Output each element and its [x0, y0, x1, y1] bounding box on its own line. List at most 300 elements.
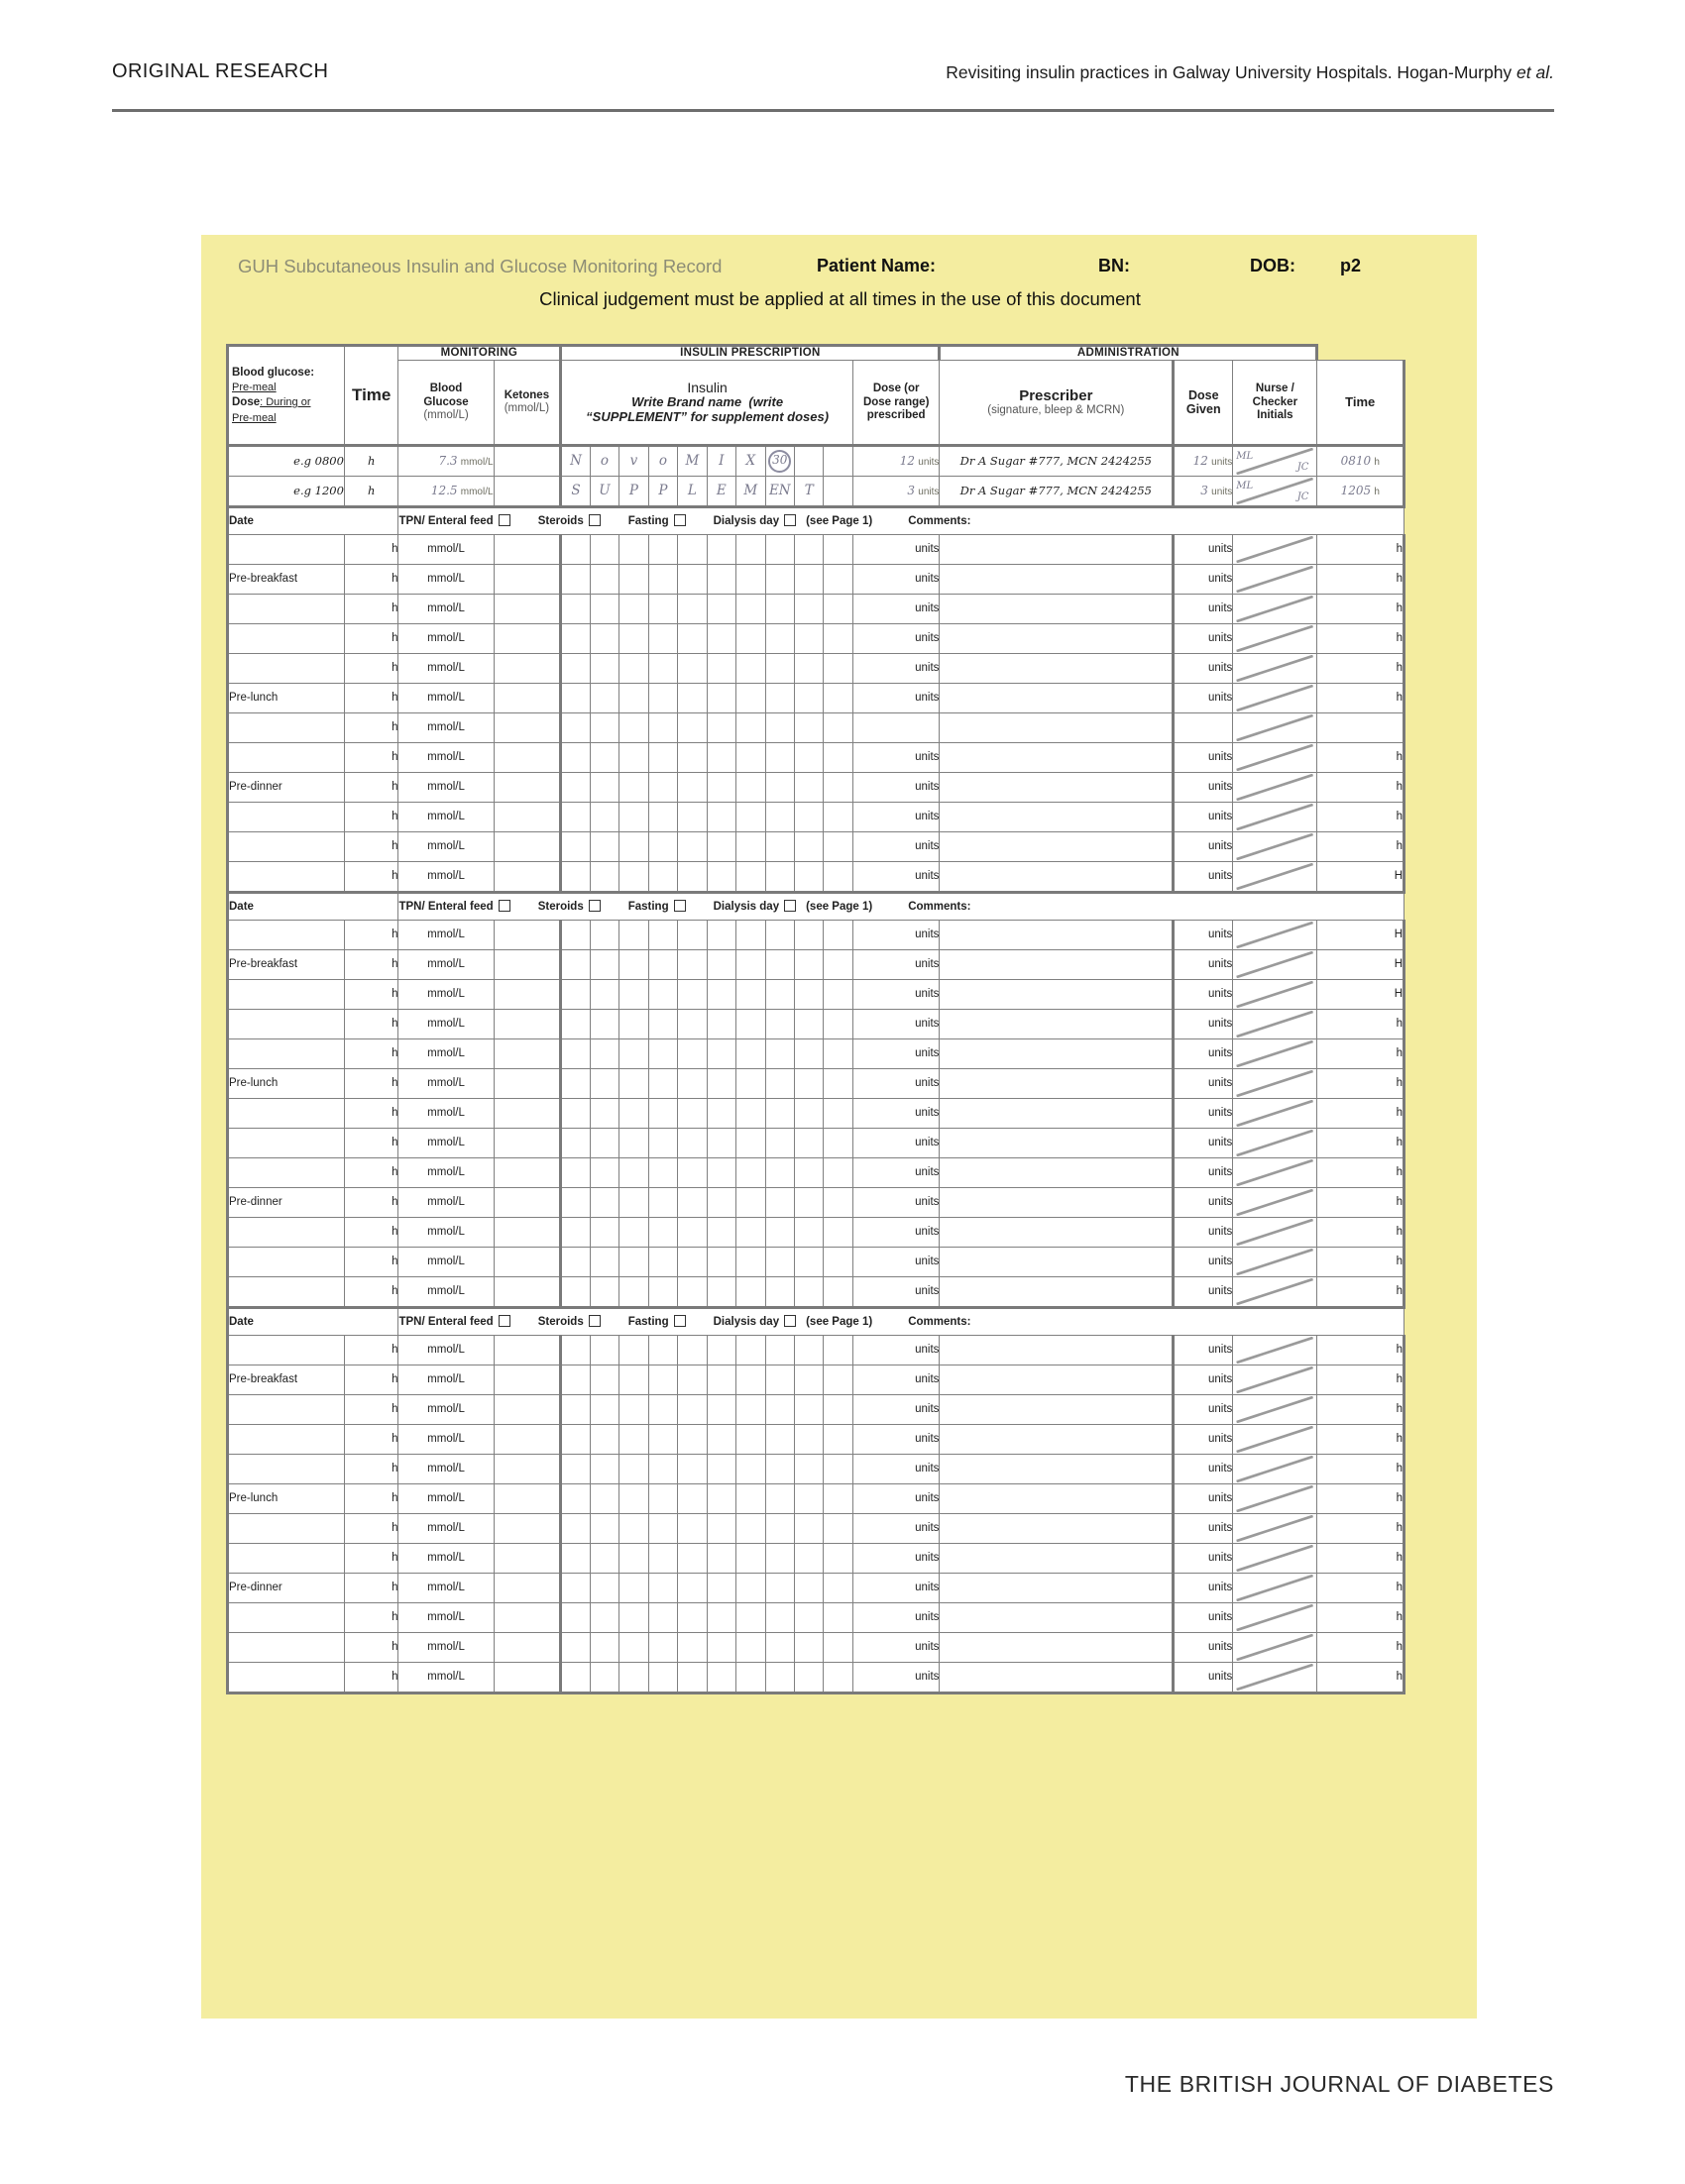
row-insulin-cell[interactable]: [736, 950, 765, 980]
row-prescriber[interactable]: [940, 1277, 1174, 1308]
row-blood-glucose[interactable]: mmol/L: [398, 1158, 494, 1188]
row-nurse-initials[interactable]: [1233, 1633, 1317, 1663]
row-insulin-cell[interactable]: [736, 1188, 765, 1218]
row-ketones[interactable]: [494, 1188, 561, 1218]
row-blood-glucose[interactable]: mmol/L: [398, 1425, 494, 1455]
row-insulin-cell[interactable]: [824, 950, 852, 980]
row-insulin-cell[interactable]: [736, 1039, 765, 1069]
row-insulin-cell[interactable]: [824, 980, 852, 1010]
row-nurse-initials[interactable]: [1233, 803, 1317, 832]
row-insulin-cell[interactable]: [678, 1395, 707, 1425]
row-blood-glucose[interactable]: mmol/L: [398, 1039, 494, 1069]
row-blood-glucose[interactable]: mmol/L: [398, 743, 494, 773]
row-admin-time[interactable]: h: [1317, 1010, 1404, 1039]
row-insulin-cell[interactable]: [678, 565, 707, 595]
row-nurse-initials[interactable]: [1233, 684, 1317, 713]
row-insulin-cell[interactable]: [765, 565, 794, 595]
row-insulin-cell[interactable]: [561, 1395, 590, 1425]
row-dose-given[interactable]: units: [1174, 1395, 1233, 1425]
row-time-unit[interactable]: h: [344, 654, 398, 684]
row-admin-time[interactable]: h: [1317, 1395, 1404, 1425]
row-insulin-cell[interactable]: [795, 684, 824, 713]
row-ketones[interactable]: [494, 654, 561, 684]
row-time-unit[interactable]: h: [344, 684, 398, 713]
row-insulin-cell[interactable]: [707, 921, 735, 950]
row-ketones[interactable]: [494, 595, 561, 624]
row-insulin-cell[interactable]: [765, 773, 794, 803]
dialysis-checkbox[interactable]: [784, 900, 796, 912]
row-insulin-cell[interactable]: [590, 1069, 618, 1099]
row-time-unit[interactable]: h: [344, 1544, 398, 1574]
row-insulin-cell[interactable]: [619, 713, 648, 743]
row-nurse-initials[interactable]: [1233, 624, 1317, 654]
row-time-unit[interactable]: h: [344, 1633, 398, 1663]
row-insulin-cell[interactable]: [707, 773, 735, 803]
row-insulin-cell[interactable]: [678, 1455, 707, 1484]
row-admin-time[interactable]: h: [1317, 1633, 1404, 1663]
row-insulin-cell[interactable]: [648, 832, 677, 862]
row-insulin-cell[interactable]: [736, 535, 765, 565]
row-insulin-cell[interactable]: [619, 1129, 648, 1158]
row-insulin-cell[interactable]: [561, 1277, 590, 1308]
steroids-checkbox[interactable]: [589, 1315, 601, 1327]
row-prescriber[interactable]: [940, 1010, 1174, 1039]
row-insulin-cell[interactable]: [619, 1010, 648, 1039]
row-insulin-cell[interactable]: [678, 713, 707, 743]
row-ketones[interactable]: [494, 684, 561, 713]
row-ketones[interactable]: [494, 1218, 561, 1248]
row-insulin-cell[interactable]: [678, 1365, 707, 1395]
row-dose-prescribed[interactable]: units: [852, 1425, 939, 1455]
row-prescriber[interactable]: [940, 1455, 1174, 1484]
row-time-unit[interactable]: h: [344, 980, 398, 1010]
row-insulin-cell[interactable]: [561, 1039, 590, 1069]
row-admin-time[interactable]: h: [1317, 1099, 1404, 1129]
row-insulin-cell[interactable]: [648, 565, 677, 595]
row-dose-given[interactable]: units: [1174, 1484, 1233, 1514]
row-insulin-cell[interactable]: [561, 654, 590, 684]
row-insulin-cell[interactable]: [678, 1039, 707, 1069]
row-insulin-cell[interactable]: [736, 1455, 765, 1484]
fasting-checkbox[interactable]: [674, 514, 686, 526]
row-insulin-cell[interactable]: [795, 1099, 824, 1129]
row-nurse-initials[interactable]: [1233, 1188, 1317, 1218]
row-nurse-initials[interactable]: [1233, 1099, 1317, 1129]
row-nurse-initials[interactable]: [1233, 1010, 1317, 1039]
row-insulin-cell[interactable]: [707, 565, 735, 595]
row-insulin-cell[interactable]: [765, 1633, 794, 1663]
row-prescriber[interactable]: [940, 950, 1174, 980]
row-ketones[interactable]: [494, 950, 561, 980]
fasting-checkbox[interactable]: [674, 900, 686, 912]
row-ketones[interactable]: [494, 1158, 561, 1188]
row-insulin-cell[interactable]: [707, 1158, 735, 1188]
row-nurse-initials[interactable]: [1233, 1425, 1317, 1455]
row-insulin-cell[interactable]: [561, 743, 590, 773]
row-insulin-cell[interactable]: [648, 654, 677, 684]
row-prescriber[interactable]: [940, 1633, 1174, 1663]
row-nurse-initials[interactable]: [1233, 1514, 1317, 1544]
row-insulin-cell[interactable]: [648, 1574, 677, 1603]
row-nurse-initials[interactable]: [1233, 1039, 1317, 1069]
row-dose-given[interactable]: units: [1174, 1010, 1233, 1039]
row-admin-time[interactable]: h: [1317, 832, 1404, 862]
row-insulin-cell[interactable]: [765, 1514, 794, 1544]
tpn-checkbox[interactable]: [499, 900, 510, 912]
row-insulin-cell[interactable]: [824, 1663, 852, 1693]
row-insulin-cell[interactable]: [561, 684, 590, 713]
row-admin-time[interactable]: h: [1317, 1158, 1404, 1188]
row-prescriber[interactable]: [940, 1039, 1174, 1069]
row-insulin-cell[interactable]: [707, 1455, 735, 1484]
row-insulin-cell[interactable]: [707, 803, 735, 832]
row-admin-time[interactable]: h: [1317, 1218, 1404, 1248]
row-time-unit[interactable]: h: [344, 832, 398, 862]
row-blood-glucose[interactable]: mmol/L: [398, 921, 494, 950]
row-ketones[interactable]: [494, 743, 561, 773]
row-insulin-cell[interactable]: [590, 1039, 618, 1069]
row-insulin-cell[interactable]: [765, 1248, 794, 1277]
row-prescriber[interactable]: [940, 1099, 1174, 1129]
row-insulin-cell[interactable]: [619, 803, 648, 832]
row-time-unit[interactable]: h: [344, 1484, 398, 1514]
row-dose-given[interactable]: units: [1174, 1158, 1233, 1188]
row-prescriber[interactable]: [940, 1395, 1174, 1425]
row-insulin-cell[interactable]: [648, 743, 677, 773]
row-time-unit[interactable]: h: [344, 803, 398, 832]
row-prescriber[interactable]: [940, 595, 1174, 624]
row-insulin-cell[interactable]: [795, 862, 824, 893]
row-insulin-cell[interactable]: [824, 743, 852, 773]
row-prescriber[interactable]: [940, 1603, 1174, 1633]
row-insulin-cell[interactable]: [678, 1574, 707, 1603]
row-insulin-cell[interactable]: [824, 1248, 852, 1277]
row-insulin-cell[interactable]: [736, 1395, 765, 1425]
row-nurse-initials[interactable]: [1233, 1663, 1317, 1693]
row-insulin-cell[interactable]: [590, 1365, 618, 1395]
row-admin-time[interactable]: h: [1317, 773, 1404, 803]
row-insulin-cell[interactable]: [765, 950, 794, 980]
row-insulin-cell[interactable]: [561, 535, 590, 565]
row-insulin-cell[interactable]: [765, 535, 794, 565]
row-insulin-cell[interactable]: [795, 1129, 824, 1158]
row-insulin-cell[interactable]: [619, 684, 648, 713]
row-time-unit[interactable]: h: [344, 743, 398, 773]
row-insulin-cell[interactable]: [590, 1277, 618, 1308]
row-insulin-cell[interactable]: [648, 950, 677, 980]
row-nurse-initials[interactable]: [1233, 713, 1317, 743]
row-time-unit[interactable]: h: [344, 624, 398, 654]
row-insulin-cell[interactable]: [590, 832, 618, 862]
row-insulin-cell[interactable]: [824, 1574, 852, 1603]
row-insulin-cell[interactable]: [795, 980, 824, 1010]
row-ketones[interactable]: [494, 773, 561, 803]
row-insulin-cell[interactable]: [590, 1603, 618, 1633]
row-dose-prescribed[interactable]: units: [852, 1099, 939, 1129]
row-dose-given[interactable]: units: [1174, 624, 1233, 654]
row-insulin-cell[interactable]: [765, 1603, 794, 1633]
row-insulin-cell[interactable]: [707, 1425, 735, 1455]
row-ketones[interactable]: [494, 1455, 561, 1484]
row-prescriber[interactable]: [940, 832, 1174, 862]
row-insulin-cell[interactable]: [678, 921, 707, 950]
row-insulin-cell[interactable]: [648, 803, 677, 832]
row-insulin-cell[interactable]: [765, 1484, 794, 1514]
row-insulin-cell[interactable]: [707, 980, 735, 1010]
row-insulin-cell[interactable]: [765, 1663, 794, 1693]
row-insulin-cell[interactable]: [648, 1218, 677, 1248]
row-insulin-cell[interactable]: [619, 1336, 648, 1365]
row-insulin-cell[interactable]: [590, 1425, 618, 1455]
row-time-unit[interactable]: h: [344, 595, 398, 624]
row-blood-glucose[interactable]: mmol/L: [398, 1455, 494, 1484]
row-ketones[interactable]: [494, 832, 561, 862]
row-ketones[interactable]: [494, 1425, 561, 1455]
row-insulin-cell[interactable]: [736, 803, 765, 832]
row-blood-glucose[interactable]: mmol/L: [398, 1663, 494, 1693]
row-insulin-cell[interactable]: [707, 1039, 735, 1069]
row-blood-glucose[interactable]: mmol/L: [398, 773, 494, 803]
row-insulin-cell[interactable]: [590, 1574, 618, 1603]
row-ketones[interactable]: [494, 1039, 561, 1069]
row-insulin-cell[interactable]: [590, 773, 618, 803]
row-blood-glucose[interactable]: mmol/L: [398, 1514, 494, 1544]
row-admin-time[interactable]: h: [1317, 1277, 1404, 1308]
row-insulin-cell[interactable]: [678, 862, 707, 893]
row-ketones[interactable]: [494, 862, 561, 893]
row-insulin-cell[interactable]: [736, 862, 765, 893]
row-insulin-cell[interactable]: [678, 1069, 707, 1099]
date-field[interactable]: Date: [228, 893, 398, 921]
row-insulin-cell[interactable]: [795, 1218, 824, 1248]
row-blood-glucose[interactable]: mmol/L: [398, 684, 494, 713]
row-insulin-cell[interactable]: [678, 743, 707, 773]
row-ketones[interactable]: [494, 624, 561, 654]
row-insulin-cell[interactable]: [795, 1663, 824, 1693]
row-insulin-cell[interactable]: [707, 595, 735, 624]
row-insulin-cell[interactable]: [619, 1218, 648, 1248]
row-insulin-cell[interactable]: [765, 1010, 794, 1039]
row-insulin-cell[interactable]: [678, 535, 707, 565]
row-insulin-cell[interactable]: [824, 1277, 852, 1308]
row-insulin-cell[interactable]: [707, 1010, 735, 1039]
row-insulin-cell[interactable]: [707, 684, 735, 713]
row-insulin-cell[interactable]: [795, 1514, 824, 1544]
row-admin-time[interactable]: h: [1317, 595, 1404, 624]
row-insulin-cell[interactable]: [678, 684, 707, 713]
row-time-unit[interactable]: h: [344, 1010, 398, 1039]
row-insulin-cell[interactable]: [707, 1395, 735, 1425]
row-insulin-cell[interactable]: [824, 1484, 852, 1514]
row-insulin-cell[interactable]: [795, 713, 824, 743]
row-insulin-cell[interactable]: [765, 1039, 794, 1069]
row-blood-glucose[interactable]: mmol/L: [398, 1365, 494, 1395]
row-dose-given[interactable]: units: [1174, 1336, 1233, 1365]
row-ketones[interactable]: [494, 1277, 561, 1308]
row-ketones[interactable]: [494, 1365, 561, 1395]
row-insulin-cell[interactable]: [824, 1633, 852, 1663]
row-insulin-cell[interactable]: [619, 1365, 648, 1395]
row-insulin-cell[interactable]: [619, 1188, 648, 1218]
row-insulin-cell[interactable]: [678, 1663, 707, 1693]
row-insulin-cell[interactable]: [590, 595, 618, 624]
row-dose-prescribed[interactable]: units: [852, 921, 939, 950]
row-admin-time[interactable]: h: [1317, 1188, 1404, 1218]
row-insulin-cell[interactable]: [824, 595, 852, 624]
row-insulin-cell[interactable]: [678, 1603, 707, 1633]
row-insulin-cell[interactable]: [824, 713, 852, 743]
row-admin-time[interactable]: h: [1317, 1603, 1404, 1633]
row-ketones[interactable]: [494, 713, 561, 743]
row-insulin-cell[interactable]: [736, 1603, 765, 1633]
row-dose-prescribed[interactable]: units: [852, 624, 939, 654]
row-insulin-cell[interactable]: [736, 1484, 765, 1514]
dialysis-checkbox[interactable]: [784, 514, 796, 526]
row-time-unit[interactable]: h: [344, 862, 398, 893]
row-insulin-cell[interactable]: [561, 1365, 590, 1395]
row-dose-prescribed[interactable]: units: [852, 1336, 939, 1365]
row-prescriber[interactable]: [940, 803, 1174, 832]
row-insulin-cell[interactable]: [561, 950, 590, 980]
row-dose-given[interactable]: units: [1174, 1039, 1233, 1069]
row-insulin-cell[interactable]: [678, 1336, 707, 1365]
row-insulin-cell[interactable]: [590, 1129, 618, 1158]
row-insulin-cell[interactable]: [736, 1099, 765, 1129]
row-insulin-cell[interactable]: [590, 1158, 618, 1188]
row-time-unit[interactable]: h: [344, 1514, 398, 1544]
row-time-unit[interactable]: h: [344, 1129, 398, 1158]
row-blood-glucose[interactable]: mmol/L: [398, 565, 494, 595]
row-insulin-cell[interactable]: [619, 1544, 648, 1574]
row-insulin-cell[interactable]: [619, 1455, 648, 1484]
row-insulin-cell[interactable]: [590, 862, 618, 893]
row-dose-prescribed[interactable]: units: [852, 950, 939, 980]
row-prescriber[interactable]: [940, 713, 1174, 743]
row-dose-prescribed[interactable]: units: [852, 1365, 939, 1395]
row-insulin-cell[interactable]: [824, 1188, 852, 1218]
row-dose-given[interactable]: units: [1174, 1603, 1233, 1633]
row-insulin-cell[interactable]: [765, 684, 794, 713]
row-insulin-cell[interactable]: [795, 1336, 824, 1365]
row-insulin-cell[interactable]: [765, 1365, 794, 1395]
row-ketones[interactable]: [494, 1574, 561, 1603]
row-time-unit[interactable]: h: [344, 535, 398, 565]
row-insulin-cell[interactable]: [619, 832, 648, 862]
row-prescriber[interactable]: [940, 1336, 1174, 1365]
row-insulin-cell[interactable]: [824, 535, 852, 565]
row-insulin-cell[interactable]: [707, 1663, 735, 1693]
row-nurse-initials[interactable]: [1233, 595, 1317, 624]
row-dose-prescribed[interactable]: units: [852, 1633, 939, 1663]
row-ketones[interactable]: [494, 1514, 561, 1544]
row-nurse-initials[interactable]: [1233, 1069, 1317, 1099]
fasting-checkbox[interactable]: [674, 1315, 686, 1327]
row-insulin-cell[interactable]: [590, 1484, 618, 1514]
row-blood-glucose[interactable]: mmol/L: [398, 654, 494, 684]
row-insulin-cell[interactable]: [707, 654, 735, 684]
row-blood-glucose[interactable]: mmol/L: [398, 713, 494, 743]
row-insulin-cell[interactable]: [561, 1129, 590, 1158]
row-insulin-cell[interactable]: [795, 1039, 824, 1069]
row-dose-prescribed[interactable]: units: [852, 1574, 939, 1603]
row-insulin-cell[interactable]: [648, 980, 677, 1010]
row-insulin-cell[interactable]: [590, 1633, 618, 1663]
row-insulin-cell[interactable]: [736, 1336, 765, 1365]
row-insulin-cell[interactable]: [678, 773, 707, 803]
row-blood-glucose[interactable]: mmol/L: [398, 980, 494, 1010]
row-nurse-initials[interactable]: [1233, 535, 1317, 565]
row-dose-given[interactable]: units: [1174, 950, 1233, 980]
row-dose-given[interactable]: units: [1174, 1277, 1233, 1308]
row-dose-prescribed[interactable]: units: [852, 654, 939, 684]
row-insulin-cell[interactable]: [648, 1633, 677, 1663]
row-insulin-cell[interactable]: [707, 1514, 735, 1544]
row-insulin-cell[interactable]: [707, 1277, 735, 1308]
row-insulin-cell[interactable]: [561, 595, 590, 624]
row-prescriber[interactable]: [940, 684, 1174, 713]
row-dose-given[interactable]: units: [1174, 1218, 1233, 1248]
row-insulin-cell[interactable]: [648, 1069, 677, 1099]
row-insulin-cell[interactable]: [619, 862, 648, 893]
row-ketones[interactable]: [494, 1633, 561, 1663]
row-insulin-cell[interactable]: [561, 1248, 590, 1277]
row-insulin-cell[interactable]: [648, 1484, 677, 1514]
row-insulin-cell[interactable]: [678, 803, 707, 832]
row-insulin-cell[interactable]: [590, 1336, 618, 1365]
row-insulin-cell[interactable]: [590, 565, 618, 595]
row-time-unit[interactable]: h: [344, 1158, 398, 1188]
row-insulin-cell[interactable]: [619, 1633, 648, 1663]
row-insulin-cell[interactable]: [824, 1069, 852, 1099]
row-insulin-cell[interactable]: [619, 1603, 648, 1633]
row-insulin-cell[interactable]: [590, 1455, 618, 1484]
row-insulin-cell[interactable]: [765, 624, 794, 654]
row-insulin-cell[interactable]: [736, 1248, 765, 1277]
row-insulin-cell[interactable]: [824, 1129, 852, 1158]
row-time-unit[interactable]: h: [344, 1336, 398, 1365]
row-nurse-initials[interactable]: [1233, 1395, 1317, 1425]
row-blood-glucose[interactable]: mmol/L: [398, 624, 494, 654]
row-nurse-initials[interactable]: [1233, 1365, 1317, 1395]
row-insulin-cell[interactable]: [824, 1455, 852, 1484]
row-time-unit[interactable]: h: [344, 921, 398, 950]
row-insulin-cell[interactable]: [824, 1158, 852, 1188]
row-time-unit[interactable]: h: [344, 1603, 398, 1633]
row-insulin-cell[interactable]: [765, 1336, 794, 1365]
row-ketones[interactable]: [494, 1544, 561, 1574]
row-ketones[interactable]: [494, 1603, 561, 1633]
row-insulin-cell[interactable]: [795, 743, 824, 773]
row-dose-given[interactable]: units: [1174, 1425, 1233, 1455]
row-insulin-cell[interactable]: [648, 1039, 677, 1069]
row-insulin-cell[interactable]: [824, 921, 852, 950]
row-prescriber[interactable]: [940, 1574, 1174, 1603]
row-dose-prescribed[interactable]: units: [852, 980, 939, 1010]
row-dose-prescribed[interactable]: units: [852, 1010, 939, 1039]
row-admin-time[interactable]: H: [1317, 862, 1404, 893]
row-insulin-cell[interactable]: [765, 743, 794, 773]
row-blood-glucose[interactable]: mmol/L: [398, 1129, 494, 1158]
row-insulin-cell[interactable]: [795, 565, 824, 595]
row-blood-glucose[interactable]: mmol/L: [398, 950, 494, 980]
row-dose-prescribed[interactable]: units: [852, 1039, 939, 1069]
row-admin-time[interactable]: h: [1317, 743, 1404, 773]
row-insulin-cell[interactable]: [648, 862, 677, 893]
row-blood-glucose[interactable]: mmol/L: [398, 1633, 494, 1663]
row-insulin-cell[interactable]: [619, 1574, 648, 1603]
row-insulin-cell[interactable]: [824, 1544, 852, 1574]
row-insulin-cell[interactable]: [648, 1603, 677, 1633]
